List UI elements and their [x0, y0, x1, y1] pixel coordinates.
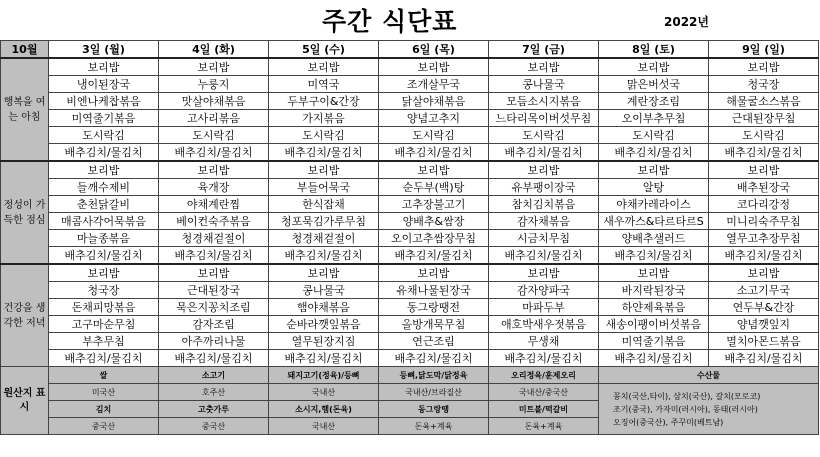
menu-item: 미역줄기볶음 [49, 110, 159, 127]
menu-item: 야채카레라이스 [599, 196, 709, 213]
menu-item: 코다리강정 [709, 196, 819, 213]
menu-item: 무생채 [489, 333, 599, 350]
origin-item: 고춧가루 [159, 401, 269, 418]
menu-item: 배추김치/물김치 [269, 350, 379, 367]
menu-item: 배추김치/물김치 [49, 350, 159, 367]
menu-item: 고추장불고기 [379, 196, 489, 213]
menu-item: 마파두부 [489, 299, 599, 316]
menu-item: 돈채피망볶음 [49, 299, 159, 316]
origin-item: 돼지고기(정육)/등뼈 [269, 367, 379, 384]
menu-item: 하얀제육볶음 [599, 299, 709, 316]
day-header: 4일 (화) [159, 41, 269, 59]
day-header: 6일 (목) [379, 41, 489, 59]
menu-item: 보리밥 [379, 161, 489, 179]
menu-item: 냉이된장국 [49, 76, 159, 93]
menu-item: 배추된장국 [709, 179, 819, 196]
menu-item: 바지락된장국 [599, 282, 709, 299]
menu-item: 순바라깻잎볶음 [269, 316, 379, 333]
menu-item: 맑은버섯국 [599, 76, 709, 93]
menu-item: 보리밥 [159, 161, 269, 179]
menu-item: 배추김치/물김치 [709, 350, 819, 367]
menu-item: 계란장조림 [599, 93, 709, 110]
origin-item: 등뼈,닭도막/닭정육 [379, 367, 489, 384]
menu-item: 베이컨숙주볶음 [159, 213, 269, 230]
menu-item: 배추김치/물김치 [489, 247, 599, 265]
menu-item: 매콤사각어묵볶음 [49, 213, 159, 230]
origin-item: 오리정육/훈제오리 [489, 367, 599, 384]
menu-item: 보리밥 [489, 264, 599, 282]
menu-item: 맛살야채볶음 [159, 93, 269, 110]
menu-item: 감자채볶음 [489, 213, 599, 230]
origin-value: 중국산 [159, 418, 269, 435]
menu-item: 해물굴소스볶음 [709, 93, 819, 110]
day-header: 8일 (토) [599, 41, 709, 59]
menu-item: 양배추샐러드 [599, 230, 709, 247]
menu-item: 근대된장무침 [709, 110, 819, 127]
menu-item: 양념고추지 [379, 110, 489, 127]
menu-item: 보리밥 [49, 161, 159, 179]
menu-item: 미니리숙주무침 [709, 213, 819, 230]
menu-item: 들깨수제비 [49, 179, 159, 196]
origin-section [1, 367, 819, 435]
menu-item: 미역줄기볶음 [599, 333, 709, 350]
menu-item: 보리밥 [599, 161, 709, 179]
origin-item: 동그랑땡 [379, 401, 489, 418]
menu-row [1, 144, 819, 162]
origin-row [1, 367, 819, 384]
menu-item: 배추김치/물김치 [159, 247, 269, 265]
menu-item: 배추김치/물김치 [49, 247, 159, 265]
menu-item: 가지볶음 [269, 110, 379, 127]
menu-item: 모듬소시지볶음 [489, 93, 599, 110]
menu-item: 고사리볶음 [159, 110, 269, 127]
origin-value: 국내산 [269, 384, 379, 401]
menu-row [1, 282, 819, 299]
menu-item: 보리밥 [49, 264, 159, 282]
menu-item: 보리밥 [489, 58, 599, 76]
menu-row [1, 247, 819, 265]
menu-item: 배추김치/물김치 [709, 144, 819, 162]
menu-item: 참치김치볶음 [489, 196, 599, 213]
menu-item: 새우까스&타르타르S [599, 213, 709, 230]
seafood-line: 조기(중국), 가자미(러시아), 동태(러시아) [613, 404, 758, 414]
day-header: 3일 (월) [49, 41, 159, 59]
menu-item: 새송이팽이버섯볶음 [599, 316, 709, 333]
origin-value: 중국산 [49, 418, 159, 435]
menu-item: 근대된장국 [159, 282, 269, 299]
menu-item: 배추김치/물김치 [599, 247, 709, 265]
weekly-menu-table [0, 40, 819, 435]
menu-row [1, 299, 819, 316]
menu-item: 보리밥 [379, 264, 489, 282]
month-label: 10월 [1, 41, 49, 59]
menu-row [1, 179, 819, 196]
menu-item: 보리밥 [599, 58, 709, 76]
menu-row [1, 58, 819, 76]
origin-value: 국내산/브라질산 [379, 384, 489, 401]
menu-item: 청국장 [709, 76, 819, 93]
origin-label: 원산지 표시 [1, 367, 49, 435]
menu-item: 보리밥 [49, 58, 159, 76]
menu-item: 연두부&간장 [709, 299, 819, 316]
menu-item: 배추김치/물김치 [379, 144, 489, 162]
seafood-line: 꽁치(국산,타이), 삼치(국산), 갈치(모로코) [613, 391, 761, 401]
seafood-line: 오징어(중국산), 주꾸미(베트남) [613, 417, 724, 427]
menu-item: 콩나물국 [489, 76, 599, 93]
menu-item: 양념깻잎지 [709, 316, 819, 333]
menu-item: 부들어묵국 [269, 179, 379, 196]
menu-item: 춘천닭갈비 [49, 196, 159, 213]
menu-item: 도시락김 [489, 127, 599, 144]
menu-item: 배추김치/물김치 [269, 144, 379, 162]
menu-item: 미역국 [269, 76, 379, 93]
menu-item: 동그랑땡전 [379, 299, 489, 316]
menu-item: 올방개묵무침 [379, 316, 489, 333]
menu-item: 보리밥 [379, 58, 489, 76]
menu-item: 배추김치/물김치 [159, 144, 269, 162]
menu-item: 비엔나케찹볶음 [49, 93, 159, 110]
menu-item: 배추김치/물김치 [269, 247, 379, 265]
origin-item: 소시지,햄(돈육) [269, 401, 379, 418]
menu-row [1, 110, 819, 127]
menu-item: 연근조림 [379, 333, 489, 350]
menu-item: 열무된장지짐 [269, 333, 379, 350]
menu-item: 멸치아몬드볶음 [709, 333, 819, 350]
menu-item: 오이부추무침 [599, 110, 709, 127]
year-label: 2022년 [664, 15, 709, 29]
menu-item: 애호박새우젓볶음 [489, 316, 599, 333]
menu-item: 부추무침 [49, 333, 159, 350]
header-row [1, 41, 819, 59]
menu-row [1, 196, 819, 213]
menu-row [1, 93, 819, 110]
menu-item: 도시락김 [269, 127, 379, 144]
origin-row [1, 384, 819, 401]
menu-item: 보리밥 [709, 264, 819, 282]
menu-item: 도시락김 [599, 127, 709, 144]
menu-item: 배추김치/물김치 [159, 350, 269, 367]
menu-item: 알탕 [599, 179, 709, 196]
menu-item: 보리밥 [159, 58, 269, 76]
seafood-list [599, 384, 819, 435]
menu-row [1, 316, 819, 333]
menu-row [1, 350, 819, 367]
menu-item: 한식잡채 [269, 196, 379, 213]
menu-item: 도시락김 [379, 127, 489, 144]
menu-item: 보리밥 [489, 161, 599, 179]
menu-item: 닭살야채볶음 [379, 93, 489, 110]
menu-item: 도시락김 [709, 127, 819, 144]
menu-item: 두부구이&간장 [269, 93, 379, 110]
origin-item: 쌀 [49, 367, 159, 384]
menu-item: 소고기무국 [709, 282, 819, 299]
menu-item: 감자조림 [159, 316, 269, 333]
menu-item: 열무고추장무침 [709, 230, 819, 247]
menu-item: 마늘종볶음 [49, 230, 159, 247]
menu-item: 배추김치/물김치 [489, 144, 599, 162]
menu-item: 청포묵김가루무침 [269, 213, 379, 230]
menu-item: 청경채겉절이 [269, 230, 379, 247]
menu-row [1, 127, 819, 144]
meal-label: 건강을 생각한 저녁 [1, 264, 49, 367]
menu-item: 보리밥 [269, 58, 379, 76]
menu-item: 오이고추쌈장무침 [379, 230, 489, 247]
menu-item: 감자양파국 [489, 282, 599, 299]
meal-label: 정성이 가득한 점심 [1, 161, 49, 264]
menu-item: 보리밥 [269, 264, 379, 282]
menu-item: 유채나물된장국 [379, 282, 489, 299]
menu-item: 배추김치/물김치 [49, 144, 159, 162]
menu-item: 고구마순무침 [49, 316, 159, 333]
menu-item: 양배추&쌈장 [379, 213, 489, 230]
menu-item: 청국장 [49, 282, 159, 299]
menu-row [1, 76, 819, 93]
menu-item: 청경채겉절이 [159, 230, 269, 247]
menu-item: 아주까리나물 [159, 333, 269, 350]
meal-label: 행복을 여는 아침 [1, 58, 49, 161]
menu-item: 보리밥 [709, 58, 819, 76]
menu-item: 도시락김 [49, 127, 159, 144]
origin-item: 소고기 [159, 367, 269, 384]
menu-item: 육개장 [159, 179, 269, 196]
menu-item: 배추김치/물김치 [599, 144, 709, 162]
origin-item: 미트볼/떡갈비 [489, 401, 599, 418]
origin-value: 돈육+계육 [489, 418, 599, 435]
title-bar [0, 0, 820, 40]
menu-item: 배추김치/물김치 [379, 247, 489, 265]
menu-item: 보리밥 [599, 264, 709, 282]
origin-value: 국내산/중국산 [489, 384, 599, 401]
menu-item: 묵은지꽁치조림 [159, 299, 269, 316]
menu-row [1, 333, 819, 350]
day-header: 9일 (일) [709, 41, 819, 59]
menu-item: 보리밥 [709, 161, 819, 179]
menu-item: 유부팽이장국 [489, 179, 599, 196]
menu-row [1, 230, 819, 247]
menu-item: 배추김치/물김치 [709, 247, 819, 265]
menu-row [1, 264, 819, 282]
menu-item: 콩나물국 [269, 282, 379, 299]
menu-item: 배추김치/물김치 [599, 350, 709, 367]
meal-body [1, 58, 819, 367]
menu-item: 배추김치/물김치 [379, 350, 489, 367]
menu-row [1, 161, 819, 179]
menu-item: 햄야채볶음 [269, 299, 379, 316]
origin-value: 국내산 [269, 418, 379, 435]
origin-item: 김치 [49, 401, 159, 418]
origin-value: 미국산 [49, 384, 159, 401]
menu-item: 보리밥 [269, 161, 379, 179]
day-header: 5일 (수) [269, 41, 379, 59]
page-title: 주간 식단표 [322, 7, 458, 36]
origin-value: 호주산 [159, 384, 269, 401]
menu-item: 조개살무국 [379, 76, 489, 93]
menu-item: 느타리목이버섯무침 [489, 110, 599, 127]
menu-item: 배추김치/물김치 [489, 350, 599, 367]
menu-item: 야채계란찜 [159, 196, 269, 213]
menu-item: 누룽지 [159, 76, 269, 93]
seafood-label: 수산물 [599, 367, 819, 384]
menu-item: 순두부(백)탕 [379, 179, 489, 196]
menu-row [1, 213, 819, 230]
menu-item: 도시락김 [159, 127, 269, 144]
menu-item: 시금치무침 [489, 230, 599, 247]
day-header: 7일 (금) [489, 41, 599, 59]
menu-item: 보리밥 [159, 264, 269, 282]
origin-value: 돈육+계육 [379, 418, 489, 435]
